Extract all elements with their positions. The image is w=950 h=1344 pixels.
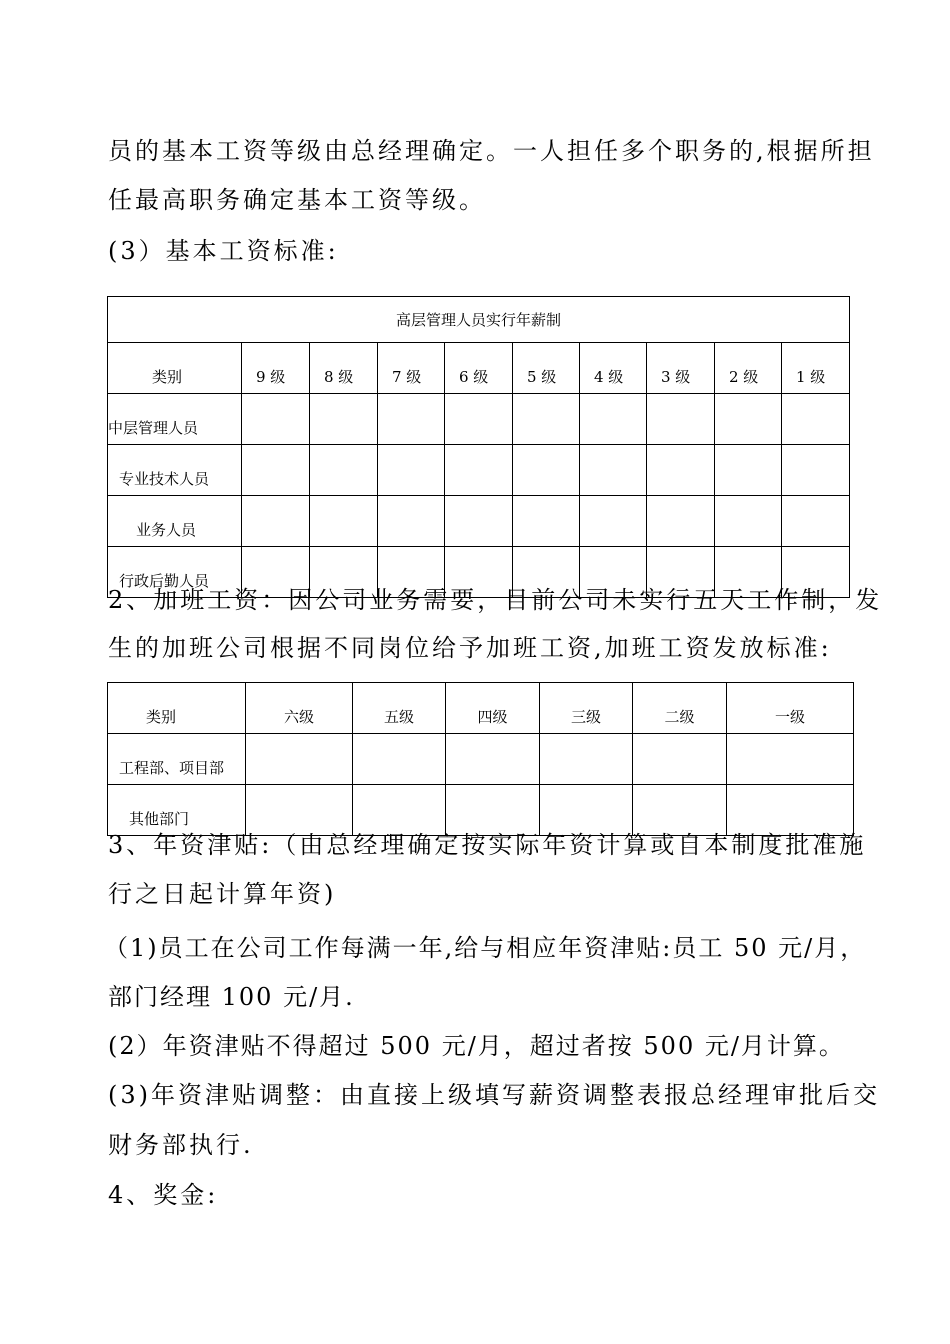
table-header-cell: 2 级 (715, 343, 782, 394)
table-header-cell: 一级 (727, 683, 854, 734)
table-header-cell: 类别 (108, 343, 242, 394)
table-cell (647, 496, 715, 547)
table-cell (715, 496, 782, 547)
table-cell (310, 496, 378, 547)
table-cell (580, 445, 647, 496)
table-cell (445, 394, 513, 445)
table-cell (782, 445, 850, 496)
table-row (108, 785, 854, 836)
paragraph-line: 2、加班工资：因公司业务需要，目前公司未实行五天工作制，发 (108, 586, 883, 614)
overtime-pay-table (107, 682, 854, 836)
table-header-cell: 四级 (446, 683, 540, 734)
table-cell (727, 734, 854, 785)
row-label: 工程部、项目部 (108, 734, 246, 785)
table-header-cell: 7 级 (378, 343, 445, 394)
table-cell (378, 445, 445, 496)
table-cell (242, 445, 310, 496)
table-cell (353, 785, 446, 836)
table-row (108, 445, 850, 496)
table-cell (446, 785, 540, 836)
table-cell (246, 785, 353, 836)
table-header-cell: 类别 (108, 683, 246, 734)
table-cell (446, 734, 540, 785)
table-row (108, 394, 850, 445)
paragraph-line: 财务部执行. (108, 1131, 254, 1159)
salary-grade-table (107, 296, 850, 598)
table-cell (378, 496, 445, 547)
table-header-cell: 3 级 (647, 343, 715, 394)
section-heading: (3）基本工资标准: (108, 237, 339, 265)
paragraph-line: 生的加班公司根据不同岗位给予加班工资,加班工资发放标准: (108, 634, 832, 662)
table-cell (647, 445, 715, 496)
table-row (108, 496, 850, 547)
table-cell (353, 734, 446, 785)
table-cell (633, 734, 727, 785)
table-header-cell: 4 级 (580, 343, 647, 394)
row-label: 专业技术人员 (108, 445, 242, 496)
table-cell (513, 496, 580, 547)
paragraph-line: (3)年资津贴调整：由直接上级填写薪资调整表报总经理审批后交 (108, 1081, 880, 1109)
table-header-cell: 8 级 (310, 343, 378, 394)
table-cell (513, 445, 580, 496)
table-cell (445, 445, 513, 496)
section-heading: 4、奖金: (108, 1181, 219, 1209)
table-cell (310, 445, 378, 496)
table-header-cell: 三级 (540, 683, 633, 734)
table-header-cell: 5 级 (513, 343, 580, 394)
table-cell (242, 496, 310, 547)
paragraph-line: 部门经理 100 元/月. (108, 983, 355, 1011)
table-header-row (108, 683, 854, 734)
table-cell (513, 394, 580, 445)
paragraph-line: 3、年资津贴:（由总经理确定按实际年资计算或自本制度批准施 (108, 831, 867, 859)
table-row (108, 734, 854, 785)
table-cell (715, 445, 782, 496)
table-cell (727, 785, 854, 836)
table-header-cell: 6 级 (445, 343, 513, 394)
table-cell (445, 496, 513, 547)
row-label: 行政后勤人员 (108, 547, 242, 598)
table-header-cell: 六级 (246, 683, 353, 734)
table-cell (580, 496, 647, 547)
table-cell (633, 785, 727, 836)
table-cell (246, 734, 353, 785)
table-cell (647, 394, 715, 445)
table-cell (715, 394, 782, 445)
table-title: 高层管理人员实行年薪制 (108, 297, 850, 343)
table-cell (310, 394, 378, 445)
table-cell (782, 394, 850, 445)
table-cell (242, 394, 310, 445)
table-cell (782, 496, 850, 547)
table-header-cell: 1 级 (782, 343, 850, 394)
paragraph-line: (2）年资津贴不得超过 500 元/月，超过者按 500 元/月计算。 (108, 1032, 845, 1060)
row-label: 其他部门 (108, 785, 246, 836)
row-label: 业务人员 (108, 496, 242, 547)
table-cell (540, 734, 633, 785)
row-label: 中层管理人员 (108, 394, 242, 445)
table-cell (378, 394, 445, 445)
table-header-cell: 五级 (353, 683, 446, 734)
paragraph-line: 员的基本工资等级由总经理确定。一人担任多个职务的,根据所担 (108, 137, 875, 165)
table-header-cell: 9 级 (242, 343, 310, 394)
table-cell (580, 394, 647, 445)
table-header-cell: 二级 (633, 683, 727, 734)
table-cell (540, 785, 633, 836)
paragraph-line: 行之日起计算年资) (108, 880, 337, 908)
paragraph-line: 任最高职务确定基本工资等级。 (108, 186, 486, 214)
paragraph-line: （1)员工在公司工作每满一年,给与相应年资津贴:员工 50 元/月， (104, 934, 867, 962)
